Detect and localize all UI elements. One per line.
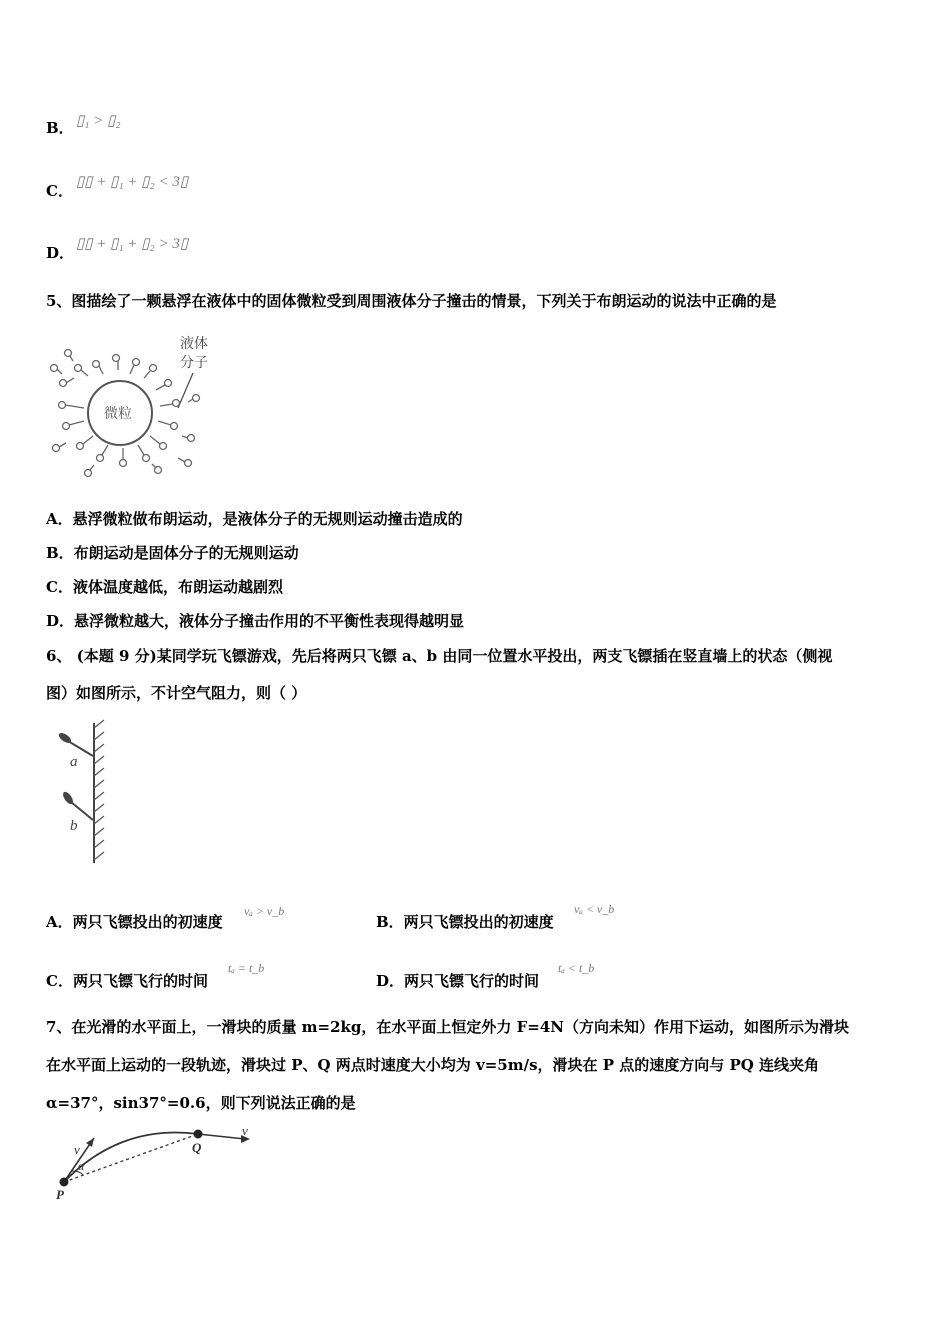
q7-stem-line2: 在水平面上运动的一段轨迹，滑块过 P、Q 两点时速度大小均为 v=5m/s，滑块在 P 点的速度方向与 PQ 连线夹角	[46, 1056, 820, 1074]
q5-option-c: C．液体温度越低，布朗运动越剧烈	[46, 578, 283, 596]
label-v1: v	[74, 1142, 80, 1157]
liquid-label-2: 分子	[180, 355, 208, 371]
label-v2: v	[242, 1124, 248, 1138]
q6-option-c-text: C．两只飞镖飞行的时间	[46, 972, 208, 990]
particle-label: 微粒	[104, 406, 132, 422]
q5-stem: 5、图描绘了一颗悬浮在液体中的固体微粒受到周围液体分子撞击的情景，下列关于布朗运动的说法中正确的是	[46, 292, 777, 310]
label-q: Q	[192, 1140, 202, 1155]
q6-stem-line1: 6、 (本题 9 分)某同学玩飞镖游戏，先后将两只飞镖 a、b 由同一位置水平投出，两支飞镖插在竖直墙上的状态（侧视	[46, 647, 833, 665]
q4-option-b-label: B．	[46, 119, 74, 137]
q6-stem-line2: 图）如图所示，不计空气阻力，则（ ）	[46, 684, 307, 702]
wall-hatch	[94, 720, 104, 860]
q6-option-d-formula: tₐ < t_b	[558, 961, 595, 975]
q7-stem-line1: 7、在光滑的水平面上，一滑块的质量 m=2kg，在水平面上恒定外力 F=4N（方向未知）作用下运动，如图所示为滑块	[46, 1018, 850, 1036]
q5-option-b: B．布朗运动是固体分子的无规则运动	[46, 544, 299, 562]
label-p: P	[56, 1187, 64, 1202]
q5-option-d: D．悬浮微粒越大，液体分子撞击作用的不平衡性表现得越明显	[46, 612, 465, 630]
q7-figure-trajectory	[50, 1124, 260, 1204]
dart-a-label: a	[70, 754, 78, 770]
q4-option-b-formula: ▯₁ > ▯₂	[76, 113, 121, 129]
velocity-p-arrowhead	[86, 1138, 94, 1147]
q6-option-c-formula: tₐ = t_b	[228, 961, 265, 975]
q7-stem-line3: α=37°，sin37°=0.6，则下列说法正确的是	[46, 1094, 356, 1112]
q6-option-b-formula: vₐ < v_b	[574, 902, 615, 916]
q6-option-b-text: B．两只飞镖投出的初速度	[376, 913, 554, 931]
dart-b-label: b	[70, 818, 78, 834]
point-p	[60, 1178, 69, 1187]
q4-option-c-formula: ▯▯ + ▯₁ + ▯₂ < 3▯	[76, 174, 189, 190]
point-q	[194, 1130, 203, 1139]
pq-dashed-line	[64, 1134, 198, 1182]
q6-figure-darts-wall	[48, 718, 118, 868]
q4-option-d-formula: ▯▯ + ▯₁ + ▯₂ > 3▯	[76, 236, 189, 252]
label-alpha: α	[78, 1159, 85, 1173]
q6-option-a-text: A．两只飞镖投出的初速度	[46, 913, 223, 931]
q5-figure-brownian	[48, 328, 223, 478]
q6-option-d-text: D．两只飞镖飞行的时间	[376, 972, 540, 990]
liquid-label-1: 液体	[180, 336, 208, 352]
velocity-q-arrow	[198, 1134, 245, 1139]
trajectory-curve	[64, 1133, 198, 1182]
q4-option-c-label: C．	[46, 182, 73, 200]
q6-option-a-formula: vₐ > v_b	[244, 904, 285, 918]
q5-option-a: A．悬浮微粒做布朗运动，是液体分子的无规则运动撞击造成的	[46, 510, 463, 528]
q4-option-d-label: D．	[46, 244, 75, 262]
liquid-pointer-line	[178, 373, 193, 408]
